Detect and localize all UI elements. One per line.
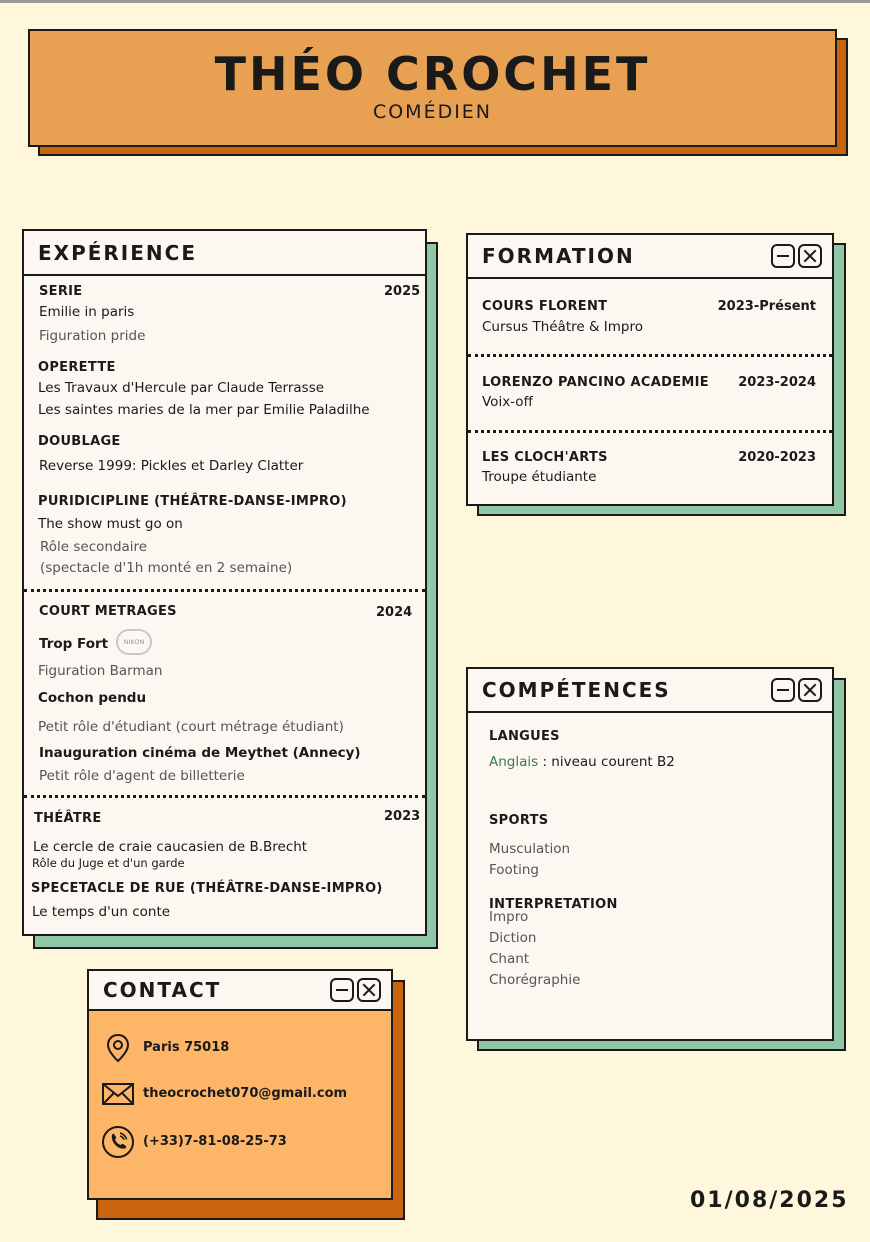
experience-card <box>22 229 427 936</box>
formation-detail: Cursus Théâtre & Impro <box>482 319 644 335</box>
doublage-item: Reverse 1999: Pickles et Darley Clatter <box>39 458 304 474</box>
court-item-2: Cochon pendu <box>38 690 147 706</box>
langue-name: Anglais <box>489 754 539 770</box>
court-detail-3: Petit rôle d'agent de billetterie <box>39 768 245 784</box>
theatre-item-1: Le cercle de craie caucasien de B.Brecht <box>33 839 308 855</box>
formation-detail: Voix-off <box>482 394 533 410</box>
court-item-1: Trop Fort <box>39 636 109 652</box>
email-icon <box>101 1077 135 1111</box>
contact-header <box>89 971 391 1011</box>
close-icon[interactable] <box>357 978 381 1002</box>
serie-year: 2025 <box>384 284 421 299</box>
contact-phone[interactable]: (+33)7-81-08-25-73 <box>143 1134 287 1149</box>
rue-item: Le temps d'un conte <box>32 904 171 920</box>
contact-address: Paris 75018 <box>143 1040 230 1055</box>
experience-title: EXPÉRIENCE <box>38 240 197 265</box>
window-controls <box>771 244 822 268</box>
interpretation-item: Chant <box>489 951 530 967</box>
formation-years: 2020-2023 <box>738 450 816 465</box>
interpretation-item: Chorégraphie <box>489 972 581 988</box>
header-banner <box>28 29 837 147</box>
competences-title: COMPÉTENCES <box>482 678 671 702</box>
court-detail-2: Petit rôle d'étudiant (court métrage étudiant) <box>38 719 344 735</box>
sports-label: SPORTS <box>489 813 549 828</box>
court-detail-1: Figuration Barman <box>38 663 163 679</box>
theatre-detail-1: Rôle du Juge et d'un garde <box>32 856 185 870</box>
divider <box>24 795 425 798</box>
minimize-icon[interactable] <box>771 678 795 702</box>
formation-header <box>468 235 832 279</box>
divider <box>468 430 832 433</box>
contact-email[interactable]: theocrochet070@gmail.com <box>143 1086 348 1101</box>
window-controls <box>771 678 822 702</box>
formation-school: LES CLOCH'ARTS <box>482 450 608 465</box>
contact-card <box>87 969 393 1200</box>
theatre-year: 2023 <box>384 809 421 824</box>
minimize-icon[interactable] <box>330 978 354 1002</box>
close-icon[interactable] <box>798 678 822 702</box>
formation-detail: Troupe étudiante <box>482 469 597 485</box>
operette-item-2: Les saintes maries de la mer par Emilie Paladilhe <box>38 402 370 418</box>
window-controls <box>330 978 381 1002</box>
theatre-label: THÉÂTRE <box>34 811 102 826</box>
serie-item: Emilie in paris <box>39 304 135 320</box>
divider <box>24 589 425 592</box>
langue-level: : niveau courent B2 <box>538 754 675 770</box>
top-border <box>0 0 870 3</box>
serie-detail: Figuration pride <box>39 328 146 344</box>
puri-detail-2: (spectacle d'1h monté en 2 semaine) <box>40 560 293 576</box>
interpretation-item: Diction <box>489 930 537 946</box>
formation-card <box>466 233 834 506</box>
close-icon[interactable] <box>798 244 822 268</box>
court-item-3: Inauguration cinéma de Meythet (Annecy) <box>39 745 361 761</box>
sport-item: Musculation <box>489 841 571 857</box>
formation-title: FORMATION <box>482 244 635 268</box>
serie-label: SERIE <box>39 284 83 299</box>
langues-label: LANGUES <box>489 729 560 744</box>
person-role: COMÉDIEN <box>372 101 493 123</box>
court-label: COURT METRAGES <box>39 604 177 619</box>
festival-laurel-badge: NIKON <box>116 629 152 655</box>
formation-school: LORENZO PANCINO ACADEMIE <box>482 375 709 390</box>
doublage-label: DOUBLAGE <box>38 434 121 449</box>
operette-label: OPERETTE <box>38 360 116 375</box>
rue-label: SPECETACLE DE RUE (THÉÂTRE-DANSE-IMPRO) <box>31 881 383 896</box>
experience-header <box>24 231 425 276</box>
formation-school: COURS FLORENT <box>482 299 608 314</box>
interpretation-item: Impro <box>489 909 529 925</box>
puri-item: The show must go on <box>38 516 183 532</box>
court-year: 2024 <box>376 605 413 620</box>
langues-line <box>489 754 675 770</box>
competences-header <box>468 669 832 713</box>
document-date: 01/08/2025 <box>690 1188 849 1213</box>
operette-item-1: Les Travaux d'Hercule par Claude Terrasse <box>38 380 325 396</box>
minimize-icon[interactable] <box>771 244 795 268</box>
puri-label: PURIDICIPLINE (THÉÂTRE-DANSE-IMPRO) <box>38 494 347 509</box>
contact-title: CONTACT <box>103 978 222 1002</box>
formation-years: 2023-2024 <box>738 375 816 390</box>
competences-card <box>466 667 834 1041</box>
divider <box>468 354 832 357</box>
phone-icon <box>101 1125 135 1159</box>
interpretation-label: INTERPRETATION <box>489 897 618 912</box>
sport-item: Footing <box>489 862 539 878</box>
location-pin-icon <box>101 1031 135 1065</box>
person-name: THÉO CROCHET <box>214 47 651 101</box>
formation-years: 2023-Présent <box>717 299 816 314</box>
puri-detail-1: Rôle secondaire <box>40 539 148 555</box>
